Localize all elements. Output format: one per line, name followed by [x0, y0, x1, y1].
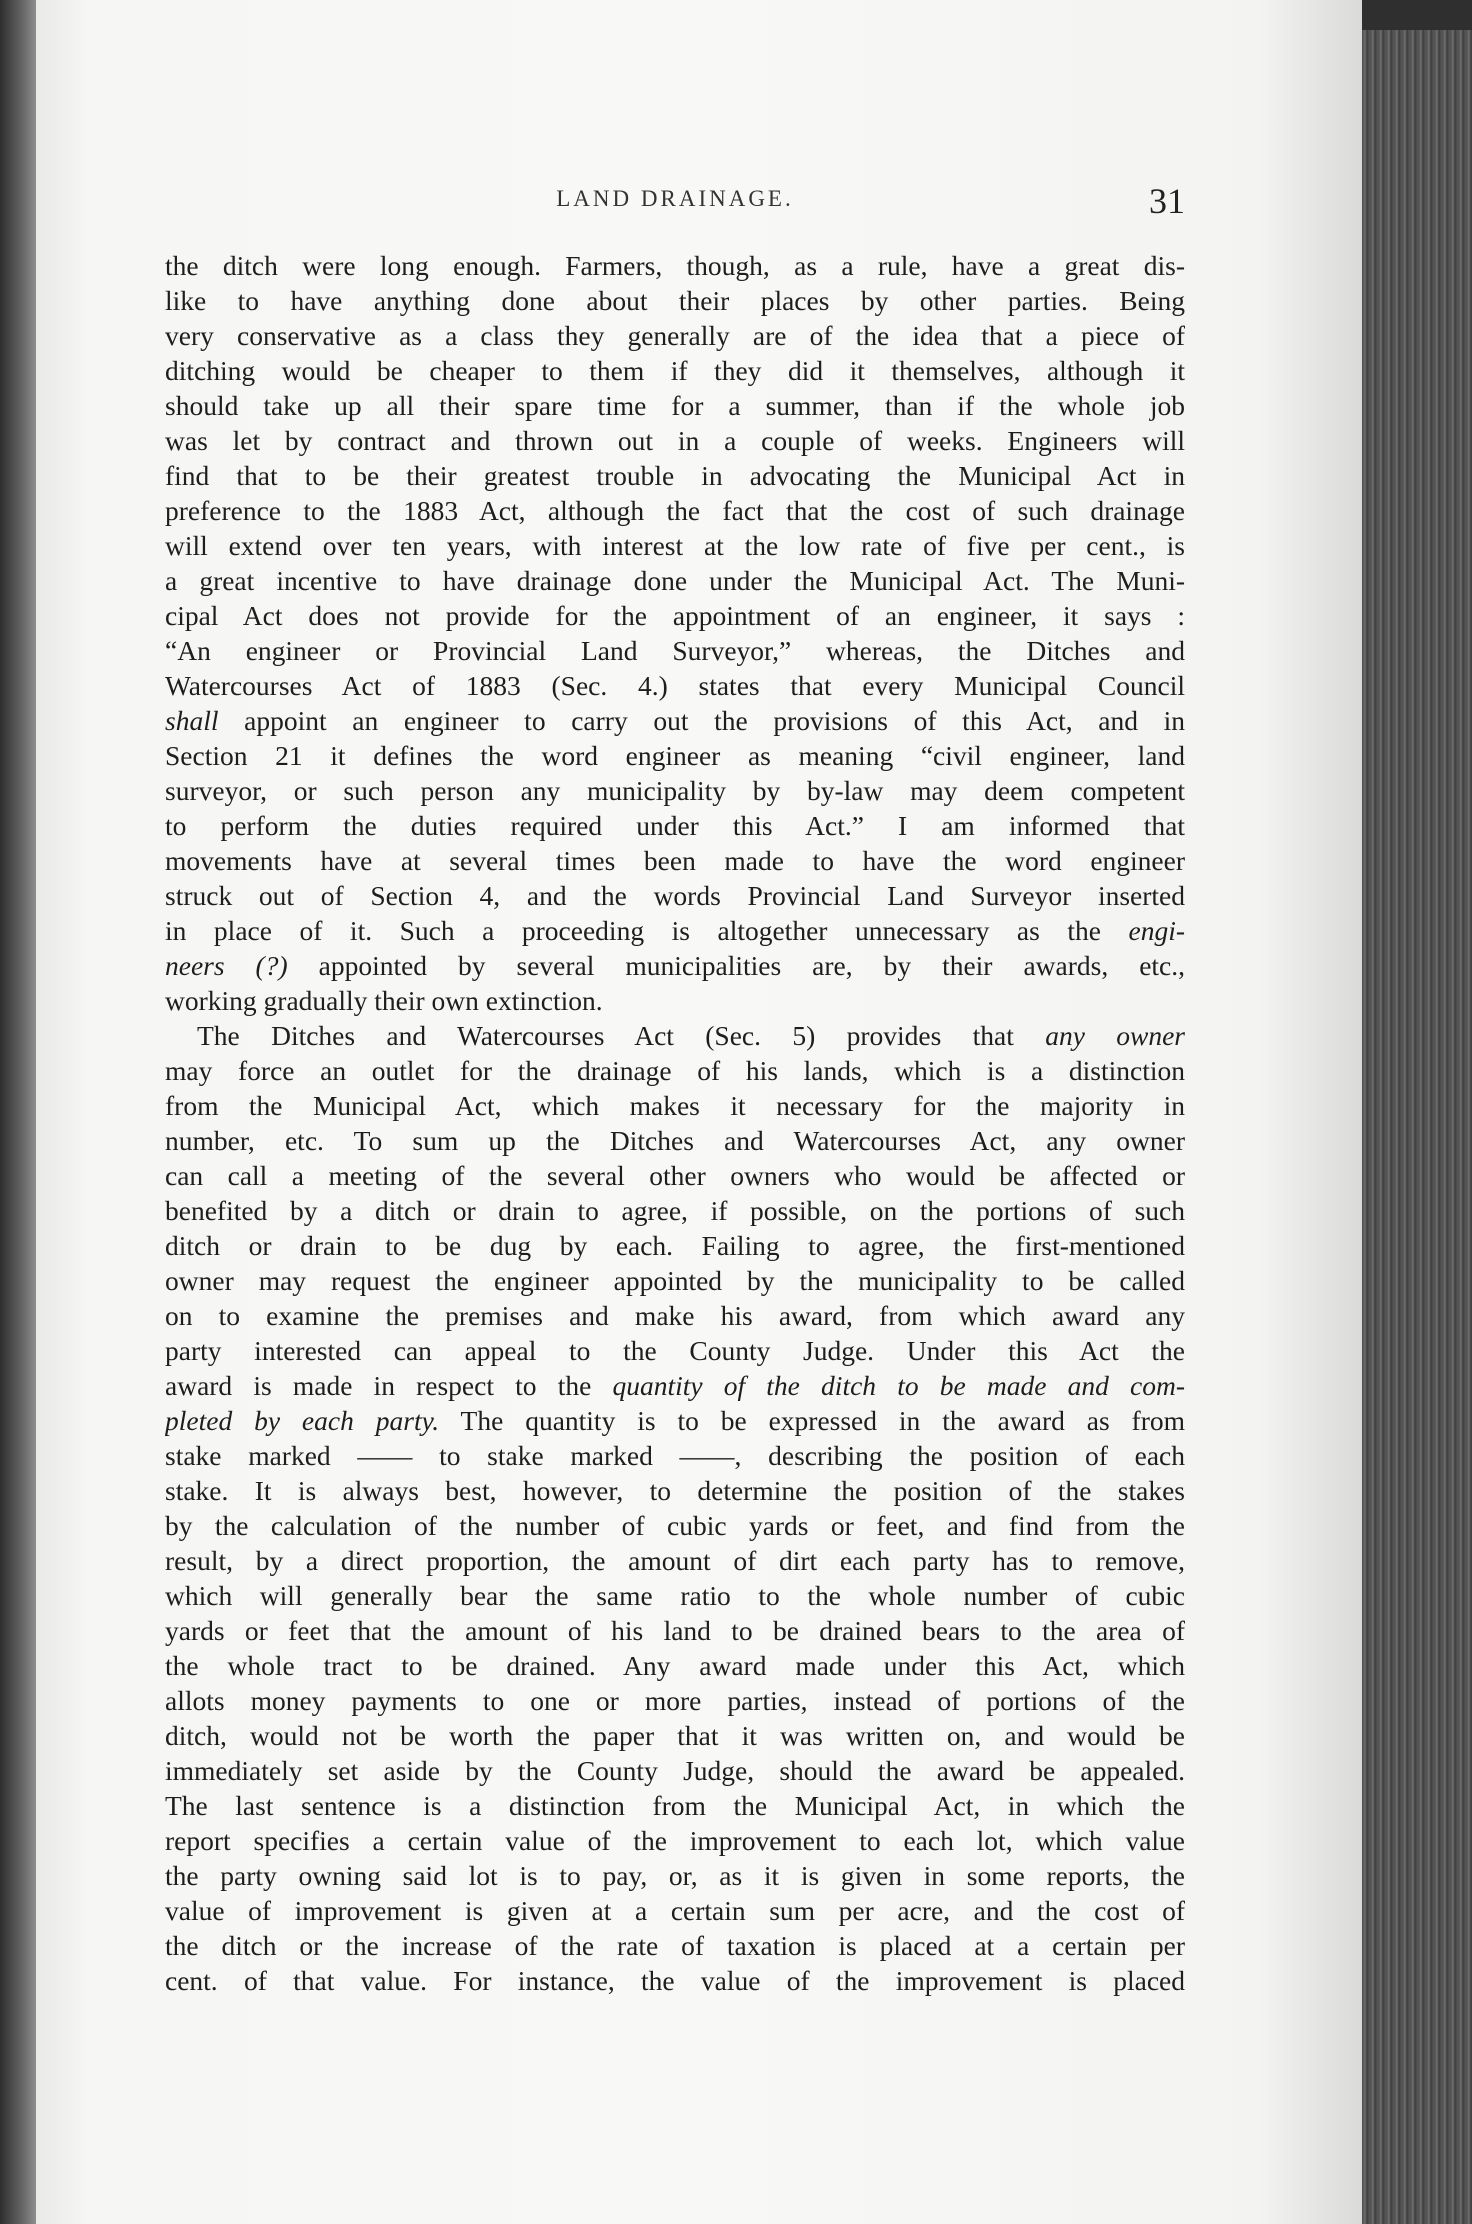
text-segment: benefited by a ditch or drain to agree, if possible, on the portions of such	[165, 1195, 1185, 1226]
text-line	[165, 878, 1185, 913]
text-segment: yards or feet that the amount of his land to be drained bears to the area of	[165, 1615, 1185, 1646]
text-line	[165, 1193, 1185, 1228]
text-line	[165, 1963, 1185, 1998]
text-segment: immediately set aside by the County Judge, should the award be appealed.	[165, 1755, 1185, 1786]
text-line	[165, 1333, 1185, 1368]
text-line	[165, 1508, 1185, 1543]
text-segment: which will generally bear the same ratio to the whole number of cubic	[165, 1580, 1185, 1611]
text-line	[165, 1718, 1185, 1753]
text-line	[165, 1473, 1185, 1508]
text-line	[165, 1263, 1185, 1298]
text-segment: struck out of Section 4, and the words Provincial Land Surveyor inserted	[165, 880, 1185, 911]
text-line	[165, 248, 1185, 283]
text-line	[165, 738, 1185, 773]
page-stack-edge	[1362, 30, 1472, 2224]
text-line	[165, 1228, 1185, 1263]
page-header	[165, 180, 1185, 230]
text-segment: allots money payments to one or more parties, instead of portions of the	[165, 1685, 1185, 1716]
text-segment: preference to the 1883 Act, although the fact that the cost of such drainage	[165, 495, 1185, 526]
text-segment: The Ditches and Watercourses Act (Sec. 5) provides that	[197, 1020, 1046, 1051]
left-book-edge	[0, 0, 40, 2224]
text-segment: the ditch or the increase of the rate of taxation is placed at a certain per	[165, 1930, 1185, 1961]
text-line	[165, 1578, 1185, 1613]
text-segment: stake. It is always best, however, to determine the position of the stakes	[165, 1475, 1185, 1506]
text-line	[165, 808, 1185, 843]
italic-text: any owner	[1045, 1020, 1185, 1051]
text-segment: find that to be their greatest trouble in advocating the Municipal Act in	[165, 460, 1185, 491]
italic-text: engi-	[1128, 915, 1185, 946]
text-line	[165, 1158, 1185, 1193]
text-segment: The last sentence is a distinction from the Municipal Act, in which the	[165, 1790, 1185, 1821]
text-segment: report specifies a certain value of the improvement to each lot, which value	[165, 1825, 1185, 1856]
text-line	[165, 493, 1185, 528]
text-line	[165, 388, 1185, 423]
text-line	[165, 563, 1185, 598]
text-segment: ditch or drain to be dug by each. Failing to agree, the first-mentioned	[165, 1230, 1185, 1261]
text-line	[165, 598, 1185, 633]
text-line	[165, 668, 1185, 703]
text-segment: Section 21 it defines the word engineer as meaning “civil engineer, land	[165, 740, 1185, 771]
text-segment: working gradually their own extinction.	[165, 985, 603, 1016]
text-segment: result, by a direct proportion, the amount of dirt each party has to remove,	[165, 1545, 1185, 1576]
text-segment: on to examine the premises and make his award, from which award any	[165, 1300, 1185, 1331]
text-line	[165, 1648, 1185, 1683]
text-line	[165, 423, 1185, 458]
paragraph-1	[165, 248, 1185, 1018]
text-line	[165, 1788, 1185, 1823]
text-line	[165, 458, 1185, 493]
paragraph-2	[165, 1018, 1185, 1998]
text-segment: ditching would be cheaper to them if they did it themselves, although it	[165, 355, 1185, 386]
text-segment: The quantity is to be expressed in the award as from	[439, 1405, 1185, 1436]
text-line	[165, 1858, 1185, 1893]
text-line	[165, 1683, 1185, 1718]
text-segment: will extend over ten years, with interest at the low rate of five per cent., is	[165, 530, 1185, 561]
text-segment: in place of it. Such a proceeding is altogether unnecessary as the	[165, 915, 1129, 946]
text-line	[165, 353, 1185, 388]
text-line	[165, 1438, 1185, 1473]
text-line	[165, 1753, 1185, 1788]
text-line	[165, 633, 1185, 668]
text-segment: was let by contract and thrown out in a couple of weeks. Engineers will	[165, 425, 1185, 456]
text-segment: number, etc. To sum up the Ditches and Watercourses Act, any owner	[165, 1125, 1185, 1156]
text-segment: cent. of that value. For instance, the value of the improvement is placed	[165, 1965, 1185, 1996]
text-line	[165, 1823, 1185, 1858]
text-line	[165, 1053, 1185, 1088]
text-segment: surveyor, or such person any municipality by by-law may deem competent	[165, 775, 1185, 806]
text-segment: by the calculation of the number of cubic yards or feet, and find from the	[165, 1510, 1185, 1541]
text-line	[165, 1088, 1185, 1123]
text-segment: “An engineer or Provincial Land Surveyor,” whereas, the Ditches and	[165, 635, 1185, 666]
text-line	[165, 773, 1185, 808]
text-line	[165, 1928, 1185, 1963]
text-segment: appoint an engineer to carry out the provisions of this Act, and in	[218, 705, 1185, 736]
text-line	[165, 1543, 1185, 1578]
text-segment: can call a meeting of the several other owners who would be affected or	[165, 1160, 1185, 1191]
text-segment: stake marked —— to stake marked ——, describing the position of each	[165, 1440, 1185, 1471]
text-segment: ditch, would not be worth the paper that it was written on, and would be	[165, 1720, 1185, 1751]
text-segment: should take up all their spare time for a summer, than if the whole job	[165, 390, 1185, 421]
text-segment: value of improvement is given at a certain sum per acre, and the cost of	[165, 1895, 1185, 1926]
italic-text: quantity of the ditch to be made and com-	[612, 1370, 1185, 1401]
text-segment: award is made in respect to the	[165, 1370, 613, 1401]
text-line	[165, 318, 1185, 353]
text-segment: cipal Act does not provide for the appointment of an engineer, it says :	[165, 600, 1185, 631]
text-segment: movements have at several times been made to have the word engineer	[165, 845, 1185, 876]
italic-text: shall	[165, 705, 219, 736]
text-segment: very conservative as a class they generally are of the idea that a piece of	[165, 320, 1185, 351]
text-segment: from the Municipal Act, which makes it necessary for the majority in	[165, 1090, 1185, 1121]
page-number: 31	[1149, 181, 1185, 221]
text-line	[165, 843, 1185, 878]
text-line	[165, 703, 1185, 738]
text-line	[165, 1368, 1185, 1403]
text-line	[165, 1298, 1185, 1333]
text-line	[165, 1893, 1185, 1928]
text-segment: appointed by several municipalities are, by their awards, etc.,	[287, 950, 1185, 981]
text-line	[165, 1613, 1185, 1648]
text-segment: like to have anything done about their places by other parties. Being	[165, 285, 1185, 316]
text-line	[165, 913, 1185, 948]
text-line	[165, 983, 1185, 1018]
text-segment: party interested can appeal to the County Judge. Under this Act the	[165, 1335, 1185, 1366]
text-segment: the ditch were long enough. Farmers, though, as a rule, have a great dis-	[165, 250, 1185, 281]
text-segment: a great incentive to have drainage done under the Municipal Act. The Muni-	[165, 565, 1185, 596]
text-segment: may force an outlet for the drainage of his lands, which is a distinction	[165, 1055, 1185, 1086]
text-line	[165, 1018, 1185, 1053]
text-segment: the party owning said lot is to pay, or, as it is given in some reports, the	[165, 1860, 1185, 1891]
italic-text: neers (?)	[165, 950, 288, 981]
body-text	[165, 248, 1185, 1998]
text-segment: to perform the duties required under this Act.” I am informed that	[165, 810, 1185, 841]
text-line	[165, 1123, 1185, 1158]
running-head: LAND DRAINAGE.	[556, 186, 794, 211]
text-line	[165, 283, 1185, 318]
italic-text: pleted by each party.	[165, 1405, 440, 1436]
text-segment: the whole tract to be drained. Any award made under this Act, which	[165, 1650, 1185, 1681]
text-segment: owner may request the engineer appointed by the municipality to be called	[165, 1265, 1185, 1296]
text-line	[165, 528, 1185, 563]
text-segment: Watercourses Act of 1883 (Sec. 4.) states that every Municipal Council	[165, 670, 1185, 701]
page-stack-shadow	[1362, 0, 1472, 30]
text-line	[165, 948, 1185, 983]
text-line	[165, 1403, 1185, 1438]
